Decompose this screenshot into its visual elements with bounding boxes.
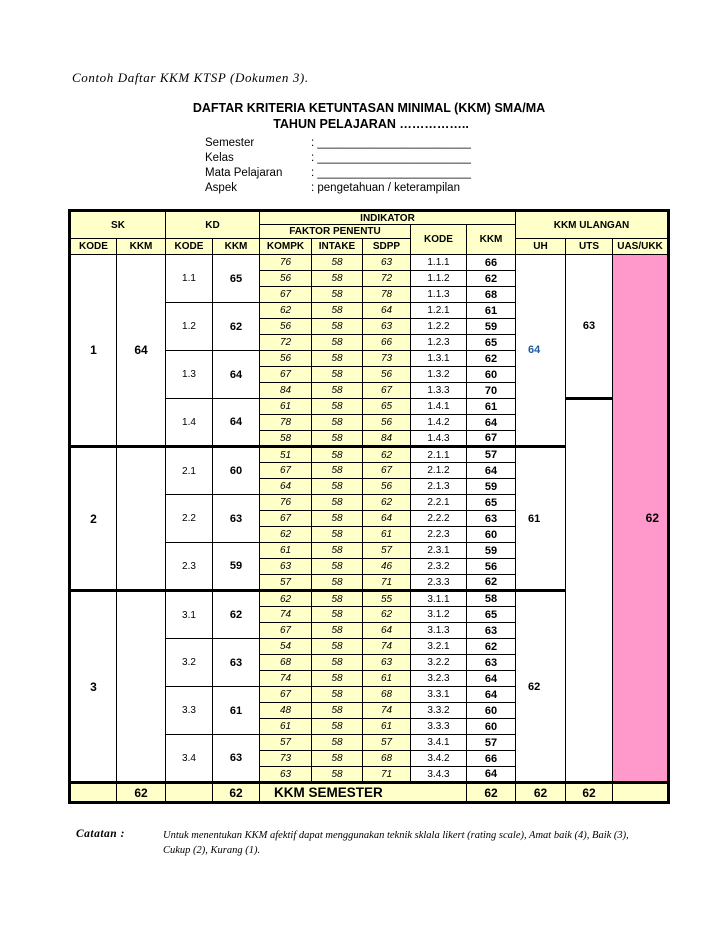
uh-cell: 64	[516, 255, 566, 447]
kompk-cell: 68	[260, 655, 312, 671]
footer-row	[70, 783, 669, 803]
kompk-cell: 56	[260, 351, 312, 367]
kd-kkm-cell: 64	[213, 399, 260, 447]
indikator-kkm-cell: 68	[467, 287, 516, 303]
indikator-kode-cell: 1.2.3	[411, 335, 467, 351]
intake-cell: 58	[312, 687, 363, 703]
intake-cell: 58	[312, 671, 363, 687]
intake-cell: 58	[312, 447, 363, 463]
indikator-kode-cell: 1.3.3	[411, 383, 467, 399]
footer-sk-kkm-cell: 62	[117, 783, 166, 803]
uh-header: UH	[516, 239, 566, 255]
indikator-kode-cell: 2.2.1	[411, 495, 467, 511]
sdpp-cell: 67	[363, 463, 411, 479]
kompk-header: KOMPK	[260, 239, 312, 255]
header-title: DAFTAR KRITERIA KETUNTASAN MINIMAL (KKM) SMA/MA	[192, 101, 546, 115]
indikator-kkm-cell: 67	[467, 431, 516, 447]
intake-cell: 58	[312, 751, 363, 767]
header-year: TAHUN PELAJARAN ……………..	[273, 117, 469, 131]
sdpp-cell: 62	[363, 447, 411, 463]
intake-cell: 58	[312, 559, 363, 575]
intake-cell: 58	[312, 511, 363, 527]
kompk-cell: 48	[260, 703, 312, 719]
indikator-kkm-cell: 60	[467, 527, 516, 543]
sdpp-cell: 74	[363, 639, 411, 655]
indikator-kkm-cell: 59	[467, 319, 516, 335]
kd-kkm-cell: 63	[213, 639, 260, 687]
sdpp-cell: 63	[363, 319, 411, 335]
sdpp-cell: 61	[363, 719, 411, 735]
kd-kkm-cell: 64	[213, 351, 260, 399]
kompk-cell: 67	[260, 623, 312, 639]
kd-kode-header: KODE	[166, 239, 213, 255]
indikator-kkm-cell: 64	[467, 671, 516, 687]
kd-kkm-cell: 61	[213, 687, 260, 735]
sdpp-cell: 64	[363, 511, 411, 527]
uas-cell: 62	[613, 255, 669, 783]
sdpp-cell: 57	[363, 543, 411, 559]
indikator-kkm-cell: 62	[467, 575, 516, 591]
footer-uh-cell: 62	[516, 783, 566, 803]
sdpp-cell: 62	[363, 607, 411, 623]
kkm-table	[68, 209, 670, 804]
indikator-kode-cell: 3.1.3	[411, 623, 467, 639]
indikator-kkm-cell: 60	[467, 367, 516, 383]
intake-cell: 58	[312, 767, 363, 783]
indikator-kkm-cell: 65	[467, 607, 516, 623]
indikator-kkm-cell: 65	[467, 335, 516, 351]
kompk-cell: 67	[260, 287, 312, 303]
indikator-kode-cell: 3.3.1	[411, 687, 467, 703]
footer-kkm-cell: 62	[467, 783, 516, 803]
kd-kode-cell: 3.3	[166, 687, 213, 735]
indikator-kkm-cell: 61	[467, 303, 516, 319]
kd-kkm-cell: 59	[213, 543, 260, 591]
document-title: Contoh Daftar KKM KTSP (Dokumen 3).	[72, 70, 309, 85]
intake-cell: 58	[312, 319, 363, 335]
intake-cell: 58	[312, 527, 363, 543]
kd-kkm-header: KKM	[213, 239, 260, 255]
intake-header: INTAKE	[312, 239, 363, 255]
sdpp-cell: 55	[363, 591, 411, 607]
indikator-kode-cell: 1.3.2	[411, 367, 467, 383]
kd-kode-cell: 1.2	[166, 303, 213, 351]
intake-cell: 58	[312, 575, 363, 591]
indikator-kode-cell: 1.4.2	[411, 415, 467, 431]
kompk-cell: 62	[260, 591, 312, 607]
faktor-penentu-header: FAKTOR PENENTU	[260, 225, 411, 239]
kompk-cell: 74	[260, 671, 312, 687]
kompk-cell: 58	[260, 431, 312, 447]
indikator-kode-cell: 1.2.1	[411, 303, 467, 319]
note-label: Catatan :	[76, 828, 125, 840]
info-label: Mata Pelajaran	[205, 167, 283, 179]
indikator-kkm-cell: 57	[467, 735, 516, 751]
kd-kkm-cell: 63	[213, 495, 260, 543]
intake-cell: 58	[312, 639, 363, 655]
intake-cell: 58	[312, 271, 363, 287]
kompk-cell: 56	[260, 319, 312, 335]
sk-kkm-cell: 64	[117, 255, 166, 447]
sdpp-cell: 68	[363, 687, 411, 703]
intake-cell: 58	[312, 703, 363, 719]
kompk-cell: 74	[260, 607, 312, 623]
intake-cell: 58	[312, 255, 363, 271]
kd-kode-cell: 2.2	[166, 495, 213, 543]
kompk-cell: 62	[260, 527, 312, 543]
uh-cell: 61	[516, 447, 566, 591]
sdpp-cell: 61	[363, 671, 411, 687]
indikator-kkm-cell: 64	[467, 463, 516, 479]
info-label: Semester	[205, 137, 255, 149]
indikator-kode-cell: 1.4.1	[411, 399, 467, 415]
uh-cell: 62	[516, 591, 566, 783]
kd-kode-cell: 2.1	[166, 447, 213, 495]
indikator-kode-cell: 2.3.2	[411, 559, 467, 575]
info-value: : ________________________	[311, 137, 471, 149]
kd-header: KD	[166, 211, 260, 239]
sdpp-cell: 68	[363, 751, 411, 767]
kd-kode-cell: 3.1	[166, 591, 213, 639]
sdpp-cell: 67	[363, 383, 411, 399]
sdpp-cell: 62	[363, 495, 411, 511]
uas-header: UAS/UKK	[613, 239, 669, 255]
kompk-cell: 84	[260, 383, 312, 399]
sdpp-cell: 57	[363, 735, 411, 751]
intake-cell: 58	[312, 735, 363, 751]
kompk-cell: 57	[260, 575, 312, 591]
kompk-cell: 78	[260, 415, 312, 431]
kompk-cell: 63	[260, 559, 312, 575]
table-row	[70, 255, 669, 271]
sk-kode-cell: 1	[70, 255, 117, 447]
indikator-kode-cell: 2.1.1	[411, 447, 467, 463]
kompk-cell: 72	[260, 335, 312, 351]
sdpp-header: SDPP	[363, 239, 411, 255]
sdpp-cell: 66	[363, 335, 411, 351]
indikator-kkm-cell: 63	[467, 623, 516, 639]
kd-kkm-cell: 62	[213, 303, 260, 351]
info-label: Kelas	[205, 152, 234, 164]
uts-cell	[566, 399, 613, 783]
indikator-kode-cell: 1.2.2	[411, 319, 467, 335]
kompk-cell: 62	[260, 303, 312, 319]
indikator-kkm-cell: 64	[467, 687, 516, 703]
intake-cell: 58	[312, 463, 363, 479]
sdpp-cell: 84	[363, 431, 411, 447]
sk-kode-cell: 3	[70, 591, 117, 783]
kompk-cell: 67	[260, 367, 312, 383]
indikator-kkm-cell: 66	[467, 255, 516, 271]
intake-cell: 58	[312, 399, 363, 415]
kompk-cell: 67	[260, 511, 312, 527]
indikator-kkm-cell: 65	[467, 495, 516, 511]
indikator-kode-cell: 2.1.3	[411, 479, 467, 495]
footer-kd-kode-cell	[166, 783, 213, 803]
note-text: Untuk menentukan KKM afektif dapat menggunakan teknik sklala likert (rating scale), Amat baik (4), Baik (3), Cukup (2), Kurang (1).	[163, 830, 629, 856]
intake-cell: 58	[312, 383, 363, 399]
kompk-cell: 61	[260, 543, 312, 559]
info-value: : pengetahuan / keterampilan	[311, 182, 460, 194]
kompk-cell: 57	[260, 735, 312, 751]
indikator-kkm-header: KKM	[467, 225, 516, 255]
intake-cell: 58	[312, 303, 363, 319]
kd-kode-cell: 1.3	[166, 351, 213, 399]
intake-cell: 58	[312, 415, 363, 431]
intake-cell: 58	[312, 287, 363, 303]
indikator-kode-cell: 1.4.3	[411, 431, 467, 447]
kkm-semester-label: KKM SEMESTER	[260, 783, 467, 803]
footer-uas-cell	[613, 783, 669, 803]
indikator-kode-cell: 3.4.2	[411, 751, 467, 767]
intake-cell: 58	[312, 351, 363, 367]
intake-cell: 58	[312, 607, 363, 623]
indikator-kkm-cell: 62	[467, 639, 516, 655]
indikator-kkm-cell: 64	[467, 767, 516, 783]
indikator-kode-cell: 1.3.1	[411, 351, 467, 367]
indikator-kkm-cell: 56	[467, 559, 516, 575]
indikator-kkm-cell: 64	[467, 415, 516, 431]
kompk-cell: 64	[260, 479, 312, 495]
sdpp-cell: 63	[363, 655, 411, 671]
sdpp-cell: 46	[363, 559, 411, 575]
indikator-kode-cell: 3.3.2	[411, 703, 467, 719]
sdpp-cell: 73	[363, 351, 411, 367]
kompk-cell: 73	[260, 751, 312, 767]
indikator-kkm-cell: 58	[467, 591, 516, 607]
indikator-kode-cell: 2.3.1	[411, 543, 467, 559]
indikator-kode-cell: 3.2.2	[411, 655, 467, 671]
indikator-kode-cell: 3.1.2	[411, 607, 467, 623]
sk-kkm-cell	[117, 591, 166, 783]
kd-kkm-cell: 60	[213, 447, 260, 495]
indikator-kkm-cell: 63	[467, 511, 516, 527]
info-label: Aspek	[205, 182, 237, 194]
info-value: : ________________________	[311, 152, 471, 164]
sdpp-cell: 63	[363, 255, 411, 271]
footer-uts-cell: 62	[566, 783, 613, 803]
kompk-cell: 63	[260, 767, 312, 783]
kd-kode-cell: 3.2	[166, 639, 213, 687]
indikator-kkm-cell: 60	[467, 703, 516, 719]
intake-cell: 58	[312, 543, 363, 559]
indikator-kode-cell: 3.4.1	[411, 735, 467, 751]
kd-kode-cell: 1.1	[166, 255, 213, 303]
uts-cell: 63	[566, 255, 613, 399]
sdpp-cell: 71	[363, 575, 411, 591]
sdpp-cell: 64	[363, 303, 411, 319]
sdpp-cell: 56	[363, 367, 411, 383]
indikator-kkm-cell: 63	[467, 655, 516, 671]
indikator-kkm-cell: 57	[467, 447, 516, 463]
indikator-kkm-cell: 62	[467, 271, 516, 287]
kd-kkm-cell: 65	[213, 255, 260, 303]
indikator-kode-cell: 2.1.2	[411, 463, 467, 479]
indikator-kkm-cell: 60	[467, 719, 516, 735]
kd-kode-cell: 2.3	[166, 543, 213, 591]
intake-cell: 58	[312, 591, 363, 607]
indikator-kode-cell: 3.2.1	[411, 639, 467, 655]
sdpp-cell: 65	[363, 399, 411, 415]
indikator-kode-cell: 3.4.3	[411, 767, 467, 783]
intake-cell: 58	[312, 623, 363, 639]
intake-cell: 58	[312, 431, 363, 447]
kompk-cell: 76	[260, 255, 312, 271]
info-value: : ________________________	[311, 167, 471, 179]
indikator-kode-cell: 2.3.3	[411, 575, 467, 591]
sdpp-cell: 78	[363, 287, 411, 303]
kkm-ulangan-header: KKM ULANGAN	[516, 211, 669, 239]
indikator-kode-cell: 3.1.1	[411, 591, 467, 607]
sdpp-cell: 56	[363, 415, 411, 431]
indikator-kode-cell: 2.2.3	[411, 527, 467, 543]
indikator-kode-cell: 3.2.3	[411, 671, 467, 687]
kompk-cell: 51	[260, 447, 312, 463]
indikator-kkm-cell: 66	[467, 751, 516, 767]
sdpp-cell: 74	[363, 703, 411, 719]
kompk-cell: 61	[260, 719, 312, 735]
uts-header: UTS	[566, 239, 613, 255]
kd-kode-cell: 3.4	[166, 735, 213, 783]
kompk-cell: 56	[260, 271, 312, 287]
kompk-cell: 54	[260, 639, 312, 655]
intake-cell: 58	[312, 335, 363, 351]
sk-kode-cell: 2	[70, 447, 117, 591]
indikator-header: INDIKATOR	[260, 211, 516, 225]
kompk-cell: 67	[260, 687, 312, 703]
indikator-kode-cell: 2.2.2	[411, 511, 467, 527]
intake-cell: 58	[312, 367, 363, 383]
sdpp-cell: 61	[363, 527, 411, 543]
kompk-cell: 61	[260, 399, 312, 415]
intake-cell: 58	[312, 719, 363, 735]
sdpp-cell: 56	[363, 479, 411, 495]
indikator-kkm-cell: 59	[467, 543, 516, 559]
indikator-kkm-cell: 62	[467, 351, 516, 367]
indikator-kode-header: KODE	[411, 225, 467, 255]
indikator-kode-cell: 1.1.1	[411, 255, 467, 271]
intake-cell: 58	[312, 655, 363, 671]
indikator-kode-cell: 3.3.3	[411, 719, 467, 735]
indikator-kkm-cell: 61	[467, 399, 516, 415]
footer-kd-kkm-cell: 62	[213, 783, 260, 803]
kompk-cell: 67	[260, 463, 312, 479]
indikator-kkm-cell: 59	[467, 479, 516, 495]
sk-kode-header: KODE	[70, 239, 117, 255]
indikator-kkm-cell: 70	[467, 383, 516, 399]
indikator-kode-cell: 1.1.2	[411, 271, 467, 287]
intake-cell: 58	[312, 479, 363, 495]
kd-kkm-cell: 63	[213, 735, 260, 783]
indikator-kode-cell: 1.1.3	[411, 287, 467, 303]
intake-cell: 58	[312, 495, 363, 511]
sk-header: SK	[70, 211, 166, 239]
sk-kkm-cell	[117, 447, 166, 591]
kd-kode-cell: 1.4	[166, 399, 213, 447]
kompk-cell: 76	[260, 495, 312, 511]
sdpp-cell: 71	[363, 767, 411, 783]
kd-kkm-cell: 62	[213, 591, 260, 639]
sdpp-cell: 64	[363, 623, 411, 639]
sk-kkm-header: KKM	[117, 239, 166, 255]
sdpp-cell: 72	[363, 271, 411, 287]
footer-sk-kode-cell	[70, 783, 117, 803]
